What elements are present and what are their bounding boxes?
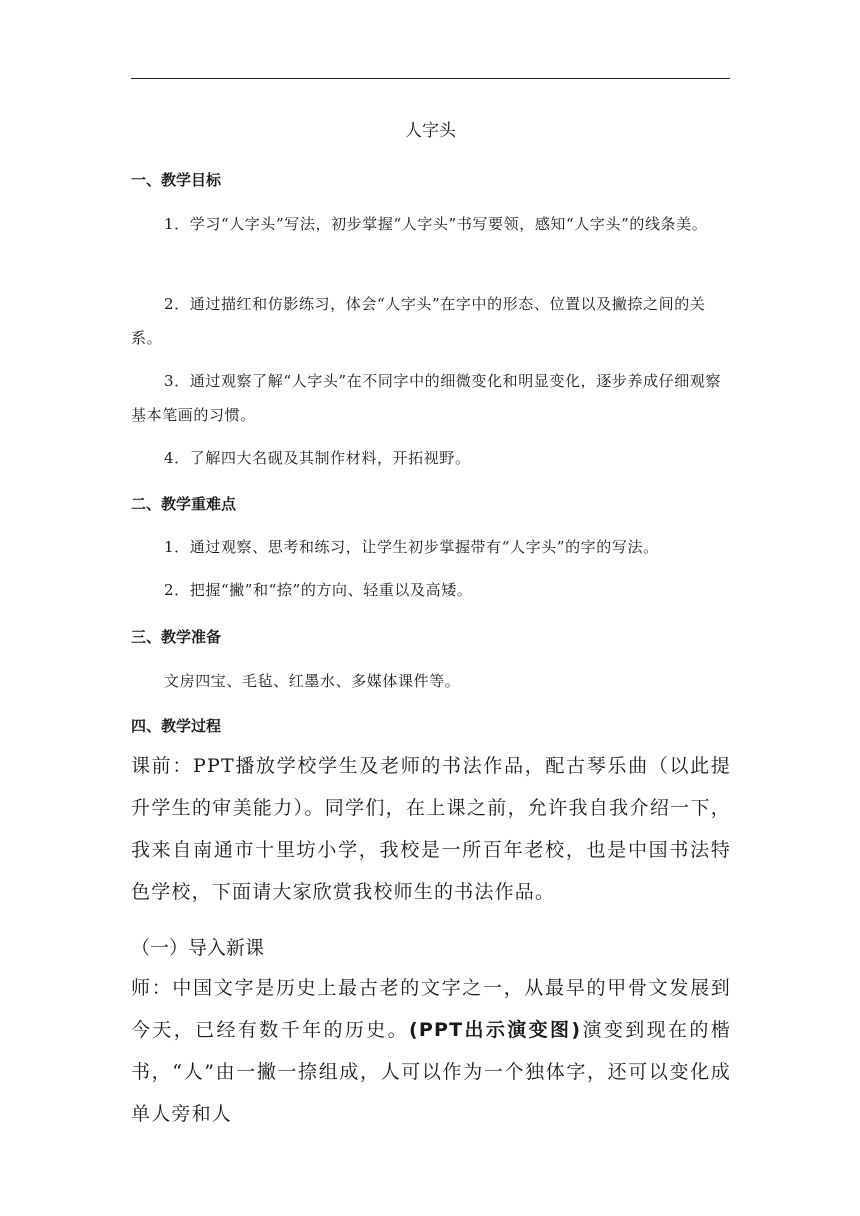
- process-intro-paragraph: 课前：PPT播放学校学生及老师的书法作品，配古琴乐曲（以此提升学生的审美能力）。同学们，在上课之前，允许我自我介绍一下，我来自南通市十里坊小学，我校是一所百年老校，也是中国书法特色学校，下面请大家欣赏我校师生的书法作品。: [131, 755, 731, 903]
- teacher-text-b: 演变到现在的楷书，“人”由一撇一捺组成，人可以作为一个独体字，还可以变化成单人旁和人: [131, 1019, 731, 1125]
- teacher-text-a: 师：中国文字是历史上最古老的文字之一，从最早的甲骨文发展到今天，已经有数千年的历史。: [131, 977, 731, 1041]
- objective-item-1: 1．学习“人字头”写法，初步掌握“人字头”书写要领，感知“人字头”的线条美。: [164, 215, 708, 233]
- preparation-item: 文房四宝、毛毡、红墨水、多媒体课件等。: [164, 672, 461, 690]
- key-point-item-1: 1．通过观察、思考和练习，让学生初步掌握带有“人字头”的字的写法。: [164, 538, 659, 556]
- header-rule: [131, 78, 730, 79]
- teacher-paragraph: [131, 967, 731, 1135]
- objective-item-2: 2．通过描红和仿影练习，体会“人字头”在字中的形态、位置以及撇捺之间的关系。: [131, 295, 706, 347]
- section-heading-objectives: 一、教学目标: [131, 171, 222, 189]
- objective-item-3: 3．通过观察了解“人字头”在不同字中的细微变化和明显变化，逐步养成仔细观察基本笔画的习惯。: [131, 372, 722, 424]
- section-heading-preparation: 三、教学准备: [131, 628, 222, 646]
- section-heading-key-points: 二、教学重难点: [131, 495, 237, 513]
- document-title: 人字头: [405, 121, 456, 141]
- section-heading-process: 四、教学过程: [131, 717, 222, 735]
- objective-item-4: 4．了解四大名砚及其制作材料，开拓视野。: [164, 449, 471, 467]
- process-subheading: （一）导入新课: [131, 937, 265, 959]
- teacher-ppt-note: (PPT出示演变图): [409, 1019, 582, 1041]
- key-point-item-2: 2．把握“撇”和“捺”的方向、轻重以及高矮。: [164, 581, 473, 599]
